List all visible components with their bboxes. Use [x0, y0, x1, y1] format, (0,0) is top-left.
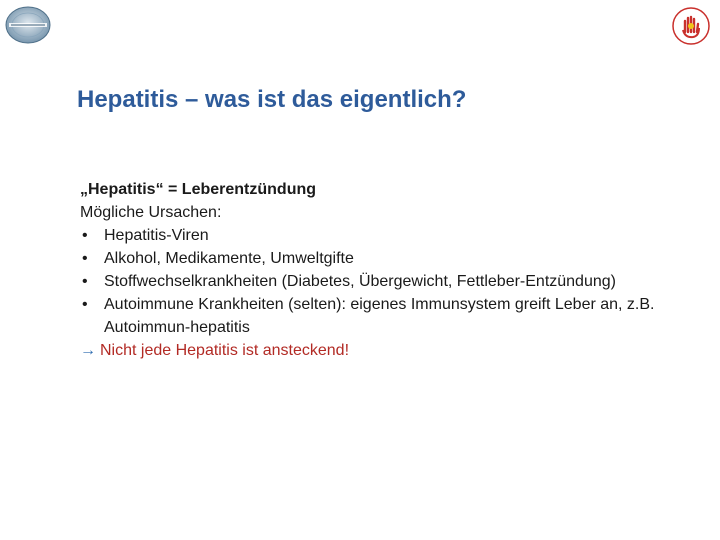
slide-title: Hepatitis – was ist das eigentlich?	[77, 86, 467, 113]
list-item: • Hepatitis-Viren	[80, 224, 680, 247]
organization-logo	[5, 6, 51, 44]
slide-content	[80, 178, 680, 362]
conclusion-line	[80, 339, 680, 362]
list-item: • Stoffwechselkrankheiten (Diabetes, Übergewicht, Fettleber-Entzündung)	[80, 270, 680, 293]
list-item: • Autoimmune Krankheiten (selten): eigenes Immunsystem greift Leber an, z.B. Autoimmun-hepatitis	[80, 293, 680, 339]
conclusion-text: Nicht jede Hepatitis ist ansteckend!	[100, 342, 350, 359]
list-item: • Alkohol, Medikamente, Umweltgifte	[80, 247, 680, 270]
causes-heading: Mögliche Ursachen:	[80, 204, 222, 221]
right-arrow-icon: →	[80, 342, 96, 359]
definition-line: „Hepatitis“ = Leberentzündung	[80, 181, 317, 198]
causes-list	[80, 224, 680, 339]
hand-logo	[671, 6, 711, 46]
